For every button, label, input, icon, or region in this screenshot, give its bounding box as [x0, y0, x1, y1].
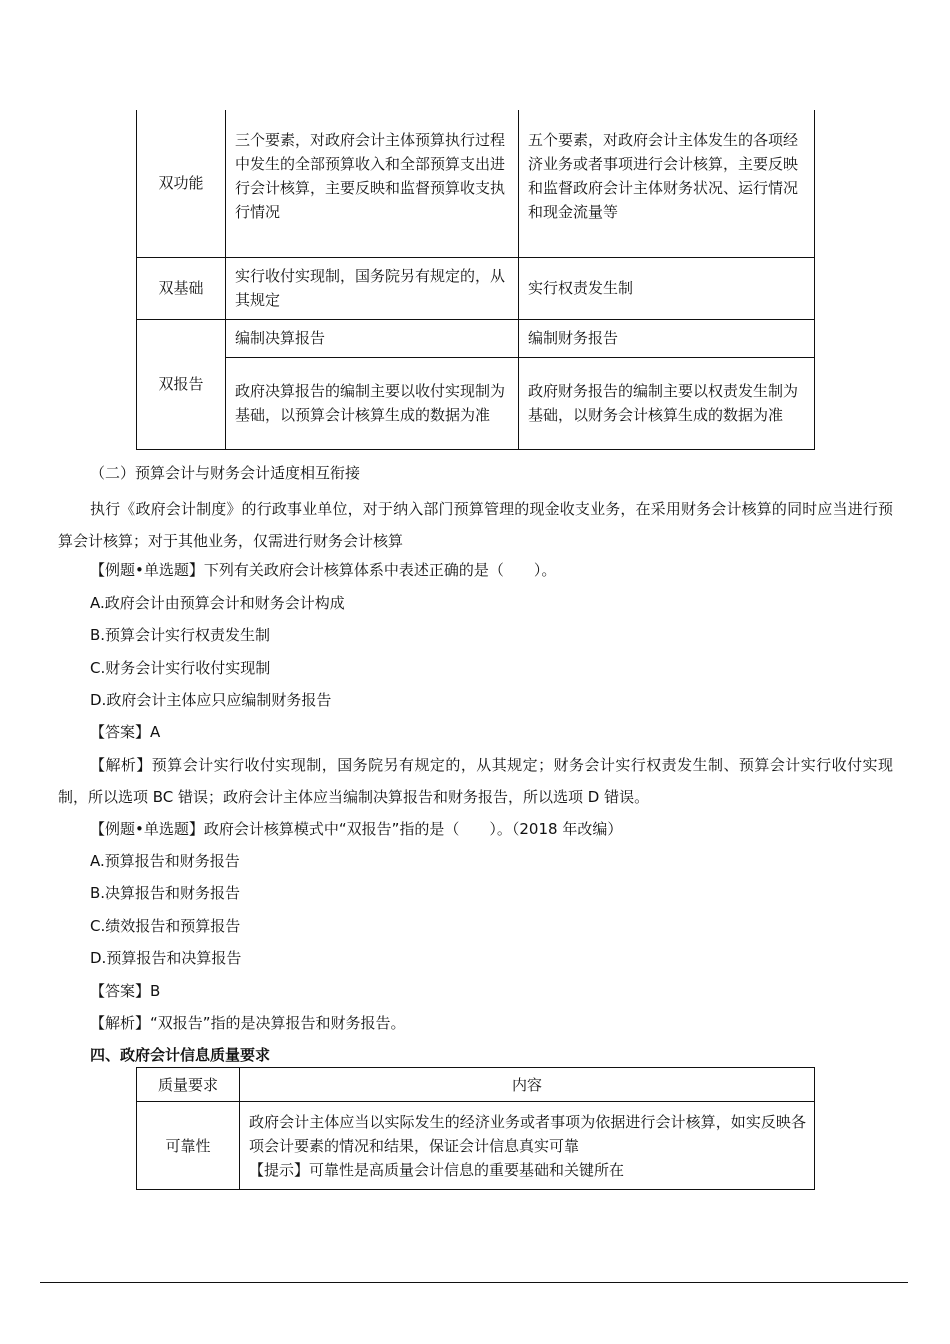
table-row	[137, 357, 815, 449]
question-title: 【例题•单选题】下列有关政府会计核算体系中表述正确的是（ ）。	[90, 561, 557, 579]
budget-accounting-cell: 三个要素，对政府会计主体预算执行过程中发生的全部预算收入和全部预算支出进行会计核算，主要反映和监督预算收支执行情况	[226, 110, 519, 257]
column-header: 质量要求	[137, 1068, 240, 1102]
table-row	[137, 110, 815, 257]
comparison-table	[136, 110, 815, 450]
footer-divider	[40, 1282, 908, 1283]
tip-text: 【提示】可靠性是高质量会计信息的重要基础和关键所在	[249, 1160, 625, 1179]
quality-requirements-table	[136, 1067, 815, 1190]
column-header: 内容	[240, 1068, 815, 1102]
financial-accounting-cell: 编制财务报告	[519, 319, 815, 357]
answer: 【答案】B	[90, 982, 161, 1000]
budget-accounting-cell: 编制决算报告	[226, 319, 519, 357]
answer: 【答案】A	[90, 723, 161, 741]
table-header-row	[137, 1068, 815, 1102]
content-text: 政府会计主体应当以实际发生的经济业务或者事项为依据进行会计核算，如实反映各项会计要素的情况和结果，保证会计信息真实可靠	[249, 1112, 806, 1155]
paragraph: 执行《政府会计制度》的行政事业单位，对于纳入部门预算管理的现金收支业务，在采用财务会计核算的同时应当进行预算会计核算；对于其他业务，仅需进行财务会计核算	[58, 500, 893, 550]
option-a: A.预算报告和财务报告	[90, 852, 240, 870]
row-label: 双基础	[137, 257, 226, 319]
table-row	[137, 319, 815, 357]
budget-accounting-cell: 实行收付实现制，国务院另有规定的，从其规定	[226, 257, 519, 319]
option-d: D.预算报告和决算报告	[90, 949, 242, 967]
option-c: C.绩效报告和预算报告	[90, 917, 241, 935]
question-title: 【例题•单选题】政府会计核算模式中“双报告”指的是（ ）。（2018 年改编）	[90, 820, 623, 838]
row-label: 可靠性	[137, 1102, 240, 1190]
table-row	[137, 257, 815, 319]
analysis: 【解析】“双报告”指的是决算报告和财务报告。	[90, 1014, 406, 1032]
section-heading: （二）预算会计与财务会计适度相互衔接	[90, 464, 361, 482]
row-label: 双报告	[137, 319, 226, 449]
analysis: 【解析】预算会计实行收付实现制，国务院另有规定的，从其规定；财务会计实行权责发生制、预算会计实行收付实现制，所以选项 BC 错误；政府会计主体应当编制决算报告和财务报告，所以选项 D 错误。	[58, 756, 893, 806]
option-c: C.财务会计实行收付实现制	[90, 659, 271, 677]
table-row	[137, 1102, 815, 1190]
financial-accounting-cell: 五个要素，对政府会计主体发生的各项经济业务或者事项进行会计核算，主要反映和监督政府会计主体财务状况、运行情况和现金流量等	[519, 110, 815, 257]
row-label: 双功能	[137, 110, 226, 257]
content-cell	[240, 1102, 815, 1190]
option-b: B.预算会计实行权责发生制	[90, 626, 271, 644]
budget-accounting-cell: 政府决算报告的编制主要以收付实现制为基础，以预算会计核算生成的数据为准	[226, 357, 519, 449]
section-heading: 四、政府会计信息质量要求	[90, 1046, 271, 1064]
option-a: A.政府会计由预算会计和财务会计构成	[90, 594, 345, 612]
option-b: B.决算报告和财务报告	[90, 884, 241, 902]
financial-accounting-cell: 实行权责发生制	[519, 257, 815, 319]
option-d: D.政府会计主体应只应编制财务报告	[90, 691, 332, 709]
financial-accounting-cell: 政府财务报告的编制主要以权责发生制为基础，以财务会计核算生成的数据为准	[519, 357, 815, 449]
